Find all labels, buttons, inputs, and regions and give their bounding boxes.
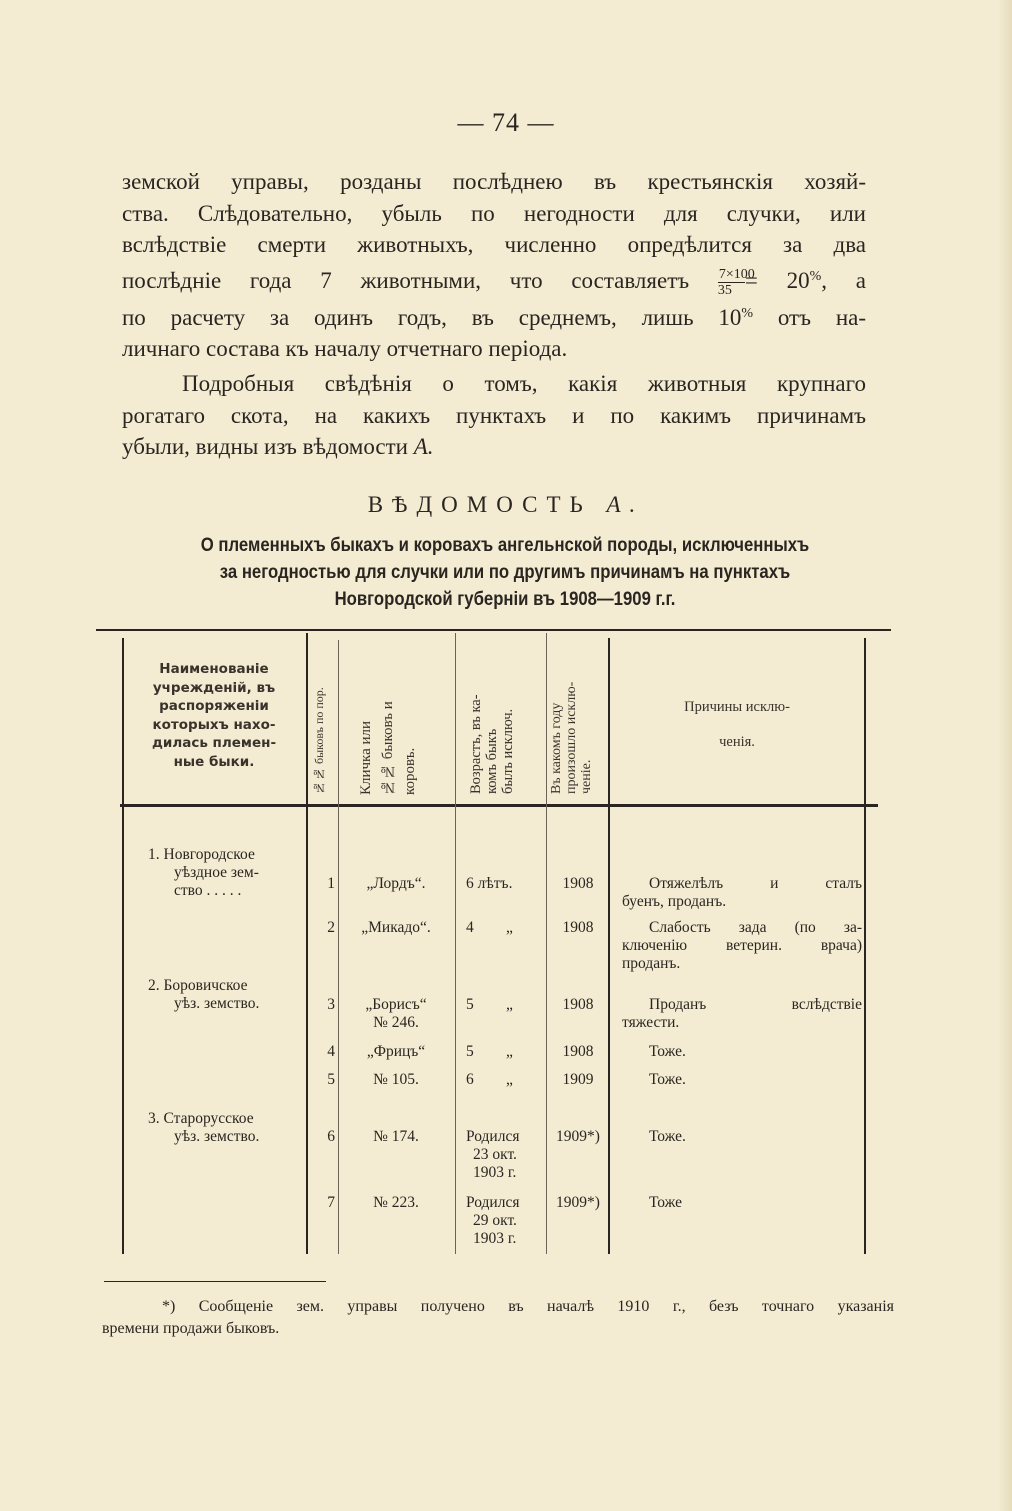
statement-letter: А. <box>606 492 645 517</box>
statement-title-text: ВѢДОМОСТЬ <box>367 492 592 517</box>
reason-line: Тоже <box>649 1194 683 1211</box>
footnote-line: времени продажи быковъ. <box>102 1320 280 1337</box>
header-reasons <box>612 690 862 760</box>
name-line: „Фрицъ“ <box>366 1043 426 1060</box>
line-text: отъ на- <box>753 304 866 330</box>
institution-cell <box>148 1110 298 1146</box>
age-line: 5 <box>466 996 474 1013</box>
row-number: 6 <box>327 1128 335 1145</box>
institution-line: 2. Боровичское <box>148 977 248 994</box>
line-text: по расчету за одинъ годъ, въ среднемъ, лишь 10 <box>122 304 742 330</box>
reason-line: ключенію ветерин. врача) <box>622 937 862 954</box>
year-cell: 1908 <box>562 1043 594 1060</box>
paragraph-line: Подробныя свѣдѣнія о томъ, какія животныя крупнаго <box>182 371 866 396</box>
paragraph-line <box>122 431 866 463</box>
footnote-rule <box>104 1281 326 1282</box>
reason-line: проданъ. <box>622 955 681 972</box>
row-number: 5 <box>327 1071 335 1088</box>
footnote-line: *) Сообщеніе зем. управы получено въ началѣ 1910 г., безъ точнаго указанія <box>162 1298 894 1315</box>
percent-sign: % <box>741 305 754 321</box>
header-line: Наименованіе <box>159 661 269 677</box>
header-year <box>549 636 594 794</box>
age-line: 1903 г. <box>473 1230 517 1247</box>
footnote <box>102 1296 894 1340</box>
column-divider <box>546 633 547 1254</box>
age-line: 6 <box>466 1071 474 1088</box>
animal-name <box>342 1128 450 1146</box>
age-line: Родился <box>466 1128 520 1145</box>
age-line: 1903 г. <box>473 1164 517 1181</box>
institution-line: ство . . . . . <box>174 882 242 899</box>
header-line: Кличка или <box>358 720 374 795</box>
header-line: №№ быковъ и <box>380 701 396 795</box>
age-cell <box>466 1071 546 1089</box>
header-line: коровъ. <box>402 747 418 795</box>
header-line: №№ быковъ по пор. <box>312 687 326 795</box>
age-line: Родился <box>466 1194 520 1211</box>
header-line: распоряженіи <box>159 698 269 714</box>
paragraph-line <box>122 298 866 334</box>
age-line: 29 окт. <box>473 1212 517 1229</box>
header-line: дилась племен- <box>151 735 277 751</box>
age-line: 6 лѣтъ. <box>466 875 513 892</box>
statement-reference: А. <box>413 434 434 459</box>
animal-name <box>342 875 450 893</box>
reason-cell <box>622 1071 862 1089</box>
name-line: № 223. <box>373 1194 419 1211</box>
name-line: № 174. <box>373 1128 419 1145</box>
header-line: ченіе. <box>579 759 594 794</box>
year-cell: 1909*) <box>556 1128 600 1145</box>
year-cell: 1908 <box>562 919 594 936</box>
header-line: ныe быки. <box>173 753 255 770</box>
ditto-mark: „ <box>506 1043 513 1060</box>
reason-cell <box>622 996 862 1032</box>
header-number <box>312 650 327 795</box>
row-number: 7 <box>327 1194 335 1211</box>
reason-line: тяжести. <box>622 1014 680 1031</box>
header-line: былъ исключ. <box>500 708 516 794</box>
reason-cell <box>622 875 862 911</box>
percent-sign: % <box>809 268 822 284</box>
statement-title <box>0 492 1012 518</box>
animal-name <box>342 1043 450 1061</box>
animal-name <box>342 1071 450 1089</box>
year-cell: 1909 <box>562 1071 594 1088</box>
institution-line: уѣз. земство. <box>174 995 260 1012</box>
row-number: 2 <box>327 919 335 936</box>
header-age <box>468 636 516 794</box>
paragraph-line-formula <box>122 261 866 298</box>
year-cell: 1909*) <box>556 1194 600 1211</box>
formula-denominator: 35 <box>717 282 732 298</box>
formula-fraction <box>717 266 755 298</box>
name-line: „Борисъ“ <box>365 996 427 1013</box>
table-top-rule <box>96 629 891 631</box>
formula-result: = 20 <box>744 267 810 293</box>
page-edge <box>998 0 1012 1511</box>
row-number: 4 <box>327 1043 335 1060</box>
column-divider <box>608 638 610 1254</box>
line-text: убыли, видны изъ вѣдомости <box>122 434 414 459</box>
age-cell <box>466 1194 546 1248</box>
year-cell: 1908 <box>562 996 594 1013</box>
header-institution <box>124 660 304 771</box>
year-cell: 1908 <box>562 875 594 892</box>
age-line: 5 <box>466 1043 474 1060</box>
header-line: произошло исклю- <box>564 681 579 794</box>
institution-cell <box>148 846 298 900</box>
row-number: 1 <box>327 875 335 892</box>
institution-line: 3. Старорусское <box>148 1110 254 1127</box>
institution-line: уѣз. земство. <box>174 1128 260 1145</box>
reason-line: Отяжелѣлъ и сталъ <box>649 875 862 892</box>
header-line: которыхъ нахо- <box>152 716 276 733</box>
age-cell <box>466 919 546 937</box>
name-line: „Микадо“. <box>361 919 431 936</box>
paragraph-line: земской управы, розданы послѣднею въ крестьянскія хозяй- <box>122 169 866 194</box>
paragraph-line: рогатаго скота, на какихъ пунктахъ и по какимъ причинамъ <box>122 402 866 428</box>
reason-line: Слабость зада (по за- <box>649 919 862 936</box>
age-cell <box>466 875 546 893</box>
formula-after: , а <box>821 267 866 293</box>
name-line: № 105. <box>373 1071 419 1088</box>
table-right-border <box>864 638 866 1254</box>
reason-cell <box>622 919 862 973</box>
reason-line: Тоже. <box>649 1043 686 1060</box>
reason-cell <box>622 1194 862 1212</box>
reason-cell <box>622 1043 862 1061</box>
age-cell <box>466 1043 546 1061</box>
heading-line: О племенныхъ быкахъ и коровахъ ангельнской породы, исключенныхъ <box>200 535 810 556</box>
paragraph-line: вслѣдствіе смерти животныхъ, численно опредѣлится за два <box>122 232 866 257</box>
reason-line: Тоже. <box>649 1071 686 1088</box>
header-line: Причины исклю- <box>684 699 790 715</box>
paragraph-2 <box>122 368 866 463</box>
ditto-mark: „ <box>506 919 513 936</box>
column-divider <box>455 633 456 1254</box>
reason-cell <box>622 1128 862 1146</box>
header-line: ченія. <box>719 734 755 750</box>
header-line: учрежденій, въ <box>152 679 276 696</box>
table-header-rule <box>120 804 878 807</box>
header-line: Возрастъ, въ ка- <box>468 694 484 794</box>
name-line: „Лордъ“. <box>366 875 426 892</box>
name-line: № 246. <box>373 1014 419 1031</box>
age-cell <box>466 996 546 1014</box>
ditto-mark: „ <box>506 996 513 1013</box>
reason-line: Тоже. <box>649 1128 686 1145</box>
header-line: комъ быкъ <box>484 728 500 794</box>
animal-name <box>342 919 450 937</box>
row-number: 3 <box>327 996 335 1013</box>
paragraph-line: личнаго состава къ началу отчетнаго періода. <box>122 336 568 362</box>
paragraph-line: ства. Слѣдовательно, убыль по негодности для случки, или <box>122 200 866 226</box>
age-cell <box>466 1128 546 1182</box>
ditto-mark: „ <box>506 1071 513 1088</box>
age-line: 23 окт. <box>473 1146 517 1163</box>
institution-line: 1. Новгородское <box>148 846 255 863</box>
institution-line: уѣздное зем- <box>174 864 259 881</box>
formula-numerator: 7×100 <box>718 266 755 282</box>
header-line: Въ какомъ году <box>549 702 564 794</box>
header-name <box>355 650 421 795</box>
animal-name <box>342 996 450 1032</box>
column-divider <box>306 633 308 1254</box>
age-line: 4 <box>466 919 474 936</box>
animal-name <box>342 1194 450 1212</box>
institution-cell <box>148 977 298 1013</box>
reason-line: Проданъ вслѣдствіе <box>649 996 862 1013</box>
statement-heading <box>140 532 870 613</box>
reason-line: буенъ, проданъ. <box>622 893 727 910</box>
heading-line: за негодностью для случки или по другимъ причинамъ на пунктахъ <box>219 562 791 583</box>
column-divider <box>338 640 339 1254</box>
page-number: — 74 — <box>457 108 555 137</box>
formula-lead-text: послѣдніе года 7 животными, что составляетъ <box>122 267 690 293</box>
paragraph-1 <box>122 166 866 365</box>
heading-line: Новгородской губерніи въ 1908—1909 г.г. <box>334 589 676 610</box>
